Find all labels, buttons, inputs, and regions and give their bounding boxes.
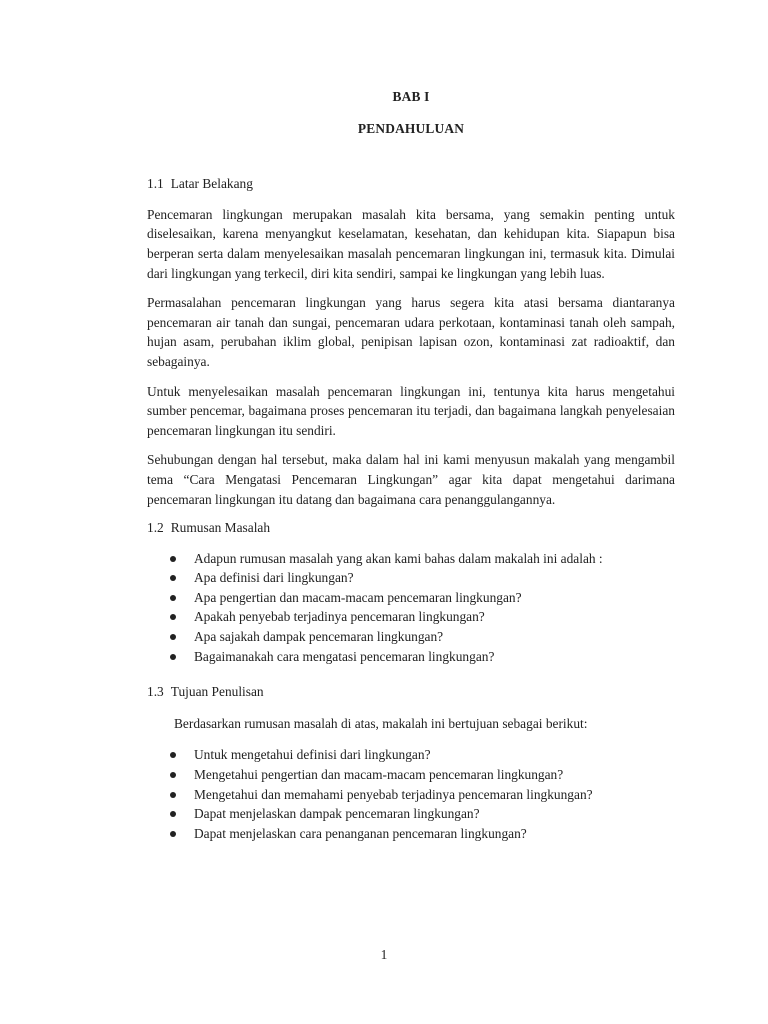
bullet-icon bbox=[170, 575, 176, 581]
bullet-icon bbox=[170, 811, 176, 817]
bullet-icon bbox=[170, 595, 176, 601]
list-item-text: Apa sajakah dampak pencemaran lingkungan? bbox=[194, 629, 444, 645]
list-item bbox=[147, 549, 675, 569]
list-item-text: Bagaimanakah cara mengatasi pencemaran lingkungan? bbox=[194, 648, 495, 664]
bullet-icon bbox=[170, 831, 176, 837]
section-heading-latar-belakang bbox=[147, 174, 675, 194]
paragraph: Sehubungan dengan hal tersebut, maka dalam hal ini kami menyusun makalah yang mengambil tema “Cara Mengatasi Pencemaran Lingkungan” agar kita dapat mengetahui darimana pencemaran lingkungan itu datang dan bagaimana cara penanggulangannya. bbox=[147, 452, 675, 507]
bullet-icon bbox=[170, 792, 176, 798]
bullet-icon bbox=[170, 556, 176, 562]
list-item bbox=[147, 627, 675, 647]
list-item-text: Apa pengertian dan macam-macam pencemaran lingkungan? bbox=[194, 589, 522, 605]
bullet-icon bbox=[170, 752, 176, 758]
section-title: Rumusan Masalah bbox=[170, 520, 271, 536]
list-item bbox=[147, 745, 675, 765]
paragraph: Untuk menyelesaikan masalah pencemaran lingkungan ini, tentunya kita harus mengetahui sumber pencemar, bagaimana proses pencemaran itu terjadi, dan bagaimana langkah penyelesaian pencemaran lingkungan itu sendiri. bbox=[147, 383, 675, 438]
page-number: 1 bbox=[380, 947, 388, 962]
section-title: Tujuan Penulisan bbox=[170, 684, 264, 700]
bullet-icon bbox=[170, 634, 176, 640]
section-heading-tujuan-penulisan bbox=[147, 682, 675, 702]
section-heading-rumusan-masalah bbox=[147, 518, 675, 538]
bullet-icon bbox=[170, 654, 176, 660]
tujuan-lead: Berdasarkan rumusan masalah di atas, makalah ini bertujuan sebagai berikut: bbox=[174, 715, 588, 731]
section-number: 1.1 bbox=[147, 176, 164, 192]
page-content bbox=[147, 87, 675, 843]
paragraph: Pencemaran lingkungan merupakan masalah kita bersama, yang semakin penting untuk diselesaikan, karena menyangkut keselamatan, kesehatan, dan kehidupan kita. Siapapun bisa berperan serta dalam menyelesaikan masalah pencemaran lingkungan ini, termasuk kita. Dimulai dari lingkungan yang terkecil, diri kita sendiri, sampai ke lingkungan yang lebih luas. bbox=[147, 206, 675, 281]
rumusan-list bbox=[147, 549, 675, 667]
list-item bbox=[147, 804, 675, 824]
list-item-text: Untuk mengetahui definisi dari lingkungan? bbox=[194, 747, 431, 763]
list-item-text: Mengetahui dan memahami penyebab terjadinya pencemaran lingkungan? bbox=[194, 786, 593, 802]
list-item-text: Dapat menjelaskan cara penanganan pencemaran lingkungan? bbox=[194, 825, 527, 841]
list-item-text: Adapun rumusan masalah yang akan kami bahas dalam makalah ini adalah : bbox=[194, 550, 603, 566]
section-number: 1.3 bbox=[147, 684, 164, 700]
list-item-text: Mengetahui pengertian dan macam-macam pencemaran lingkungan? bbox=[194, 767, 564, 783]
chapter-title: PENDAHULUAN bbox=[357, 120, 465, 136]
section-number: 1.2 bbox=[147, 520, 164, 536]
section-title: Latar Belakang bbox=[170, 176, 253, 192]
list-item bbox=[147, 647, 675, 667]
list-item-text: Apakah penyebab terjadinya pencemaran lingkungan? bbox=[194, 609, 485, 625]
tujuan-list bbox=[147, 745, 675, 843]
bullet-icon bbox=[170, 772, 176, 778]
paragraph: Permasalahan pencemaran lingkungan yang harus segera kita atasi bersama diantaranya pencemaran air tanah dan sungai, pencemaran udara perkotaan, kontaminasi tanah oleh sampah, hujan asam, perubahan iklim global, penipisan lapisan ozon, kontaminasi zat radioaktif, dan sebagainya. bbox=[147, 295, 675, 369]
bullet-icon bbox=[170, 614, 176, 620]
list-item bbox=[147, 568, 675, 588]
list-item-text: Dapat menjelaskan dampak pencemaran lingkungan? bbox=[194, 806, 480, 822]
list-item-text: Apa definisi dari lingkungan? bbox=[194, 570, 354, 586]
list-item bbox=[147, 588, 675, 608]
list-item bbox=[147, 785, 675, 805]
chapter-label: BAB I bbox=[392, 89, 430, 104]
list-item bbox=[147, 607, 675, 627]
list-item bbox=[147, 765, 675, 785]
list-item bbox=[147, 824, 675, 844]
